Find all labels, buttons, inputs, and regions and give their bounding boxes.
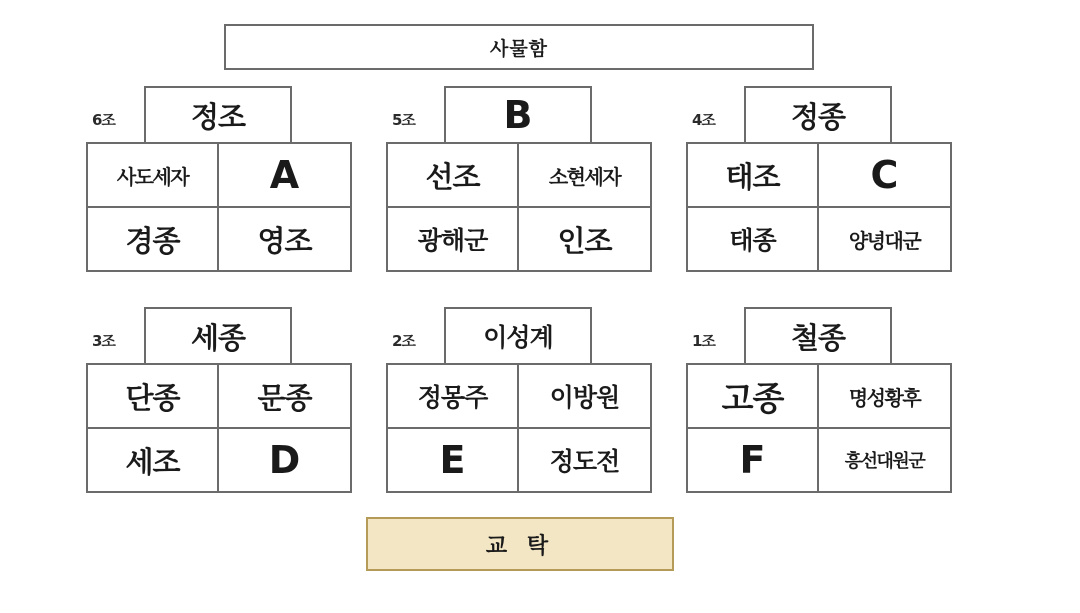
seat-cell[interactable] (88, 429, 219, 491)
seat-row (688, 365, 950, 429)
seat-cell[interactable] (519, 365, 650, 427)
group-header (686, 84, 952, 142)
seat-row (88, 208, 350, 270)
seat-label: 흥선대원군 (844, 451, 925, 472)
seat-label: 양녕대군 (848, 228, 921, 253)
group-block-2 (386, 305, 652, 493)
seat-cell[interactable] (88, 208, 219, 270)
seat-row (388, 365, 650, 429)
seat-grid (686, 363, 952, 493)
group-header (86, 84, 352, 142)
group-leader-seat[interactable] (444, 86, 592, 142)
seat-cell[interactable] (688, 144, 819, 206)
seat-grid (386, 363, 652, 493)
seat-label: D (268, 438, 301, 482)
seat-cell[interactable] (219, 365, 350, 427)
seat-cell[interactable] (388, 208, 519, 270)
group-block-5 (386, 84, 652, 272)
seat-cell[interactable] (688, 365, 819, 427)
seat-cell[interactable] (88, 144, 219, 206)
seat-label: 경종 (125, 223, 180, 258)
group-leader-seat[interactable] (744, 307, 892, 363)
seat-cell[interactable] (219, 144, 350, 206)
seat-cell[interactable] (688, 429, 819, 491)
seat-row (88, 144, 350, 208)
seat-label: 세조 (125, 444, 180, 479)
seat-label: E (439, 438, 466, 482)
seat-label: C (870, 153, 899, 197)
seat-label: 철종 (790, 320, 846, 355)
group-number: 4조 (692, 111, 715, 129)
group-number: 6조 (92, 111, 115, 129)
seat-label: 명성황후 (848, 385, 921, 410)
group-number: 1조 (692, 332, 715, 350)
seat-label: 태조 (725, 159, 780, 194)
group-block-6 (86, 84, 352, 272)
seat-label: 이성계 (483, 323, 553, 352)
seat-cell[interactable] (819, 365, 950, 427)
seat-label: F (739, 438, 766, 482)
seat-cell[interactable] (688, 208, 819, 270)
locker-label: 사물함 (489, 37, 549, 60)
seat-cell[interactable] (88, 365, 219, 427)
seat-cell[interactable] (819, 429, 950, 491)
seat-row (688, 208, 950, 270)
seat-grid (86, 363, 352, 493)
seat-label: 태종 (729, 226, 776, 255)
group-leader-seat[interactable] (144, 307, 292, 363)
group-block-1 (686, 305, 952, 493)
seat-label: 단종 (125, 380, 180, 415)
group-header (86, 305, 352, 363)
seat-label: 선조 (425, 159, 480, 194)
group-header (686, 305, 952, 363)
seat-grid (86, 142, 352, 272)
podium-bar (366, 517, 674, 571)
seat-label: 세종 (190, 320, 246, 355)
seat-cell[interactable] (519, 144, 650, 206)
seat-cell[interactable] (819, 144, 950, 206)
seat-row (388, 144, 650, 208)
seat-grid (686, 142, 952, 272)
seat-cell[interactable] (519, 429, 650, 491)
seat-label: 정종 (790, 99, 846, 134)
group-number: 5조 (392, 111, 415, 129)
seat-row (388, 429, 650, 491)
seat-row (388, 208, 650, 270)
group-number: 3조 (92, 332, 115, 350)
seat-label: 문종 (257, 380, 312, 415)
group-header (386, 305, 652, 363)
seat-label: 정도전 (549, 447, 620, 476)
seat-label: A (269, 153, 300, 197)
seat-label: 광해군 (417, 226, 488, 255)
locker-bar (224, 24, 814, 70)
seat-cell[interactable] (388, 365, 519, 427)
seat-label: 인조 (557, 223, 612, 258)
seat-label: 소현세자 (548, 164, 621, 189)
seat-grid (386, 142, 652, 272)
seat-cell[interactable] (388, 429, 519, 491)
group-block-3 (86, 305, 352, 493)
seat-label: 사도세자 (116, 164, 189, 189)
seat-row (88, 429, 350, 491)
seat-row (88, 365, 350, 429)
seat-label: 영조 (257, 223, 312, 258)
group-number: 2조 (392, 332, 415, 350)
seat-label: 정조 (190, 99, 246, 134)
seat-cell[interactable] (219, 208, 350, 270)
seat-label: 고종 (721, 378, 784, 418)
group-block-4 (686, 84, 952, 272)
seat-label: 정몽주 (417, 383, 488, 412)
group-leader-seat[interactable] (744, 86, 892, 142)
group-leader-seat[interactable] (144, 86, 292, 142)
seat-row (688, 429, 950, 491)
seat-label: B (503, 93, 533, 137)
seat-label: 이방원 (549, 383, 620, 412)
seat-row (688, 144, 950, 208)
group-header (386, 84, 652, 142)
seat-cell[interactable] (388, 144, 519, 206)
seat-cell[interactable] (519, 208, 650, 270)
seat-cell[interactable] (219, 429, 350, 491)
group-leader-seat[interactable] (444, 307, 592, 363)
podium-label: 교 탁 (485, 533, 555, 559)
seat-cell[interactable] (819, 208, 950, 270)
